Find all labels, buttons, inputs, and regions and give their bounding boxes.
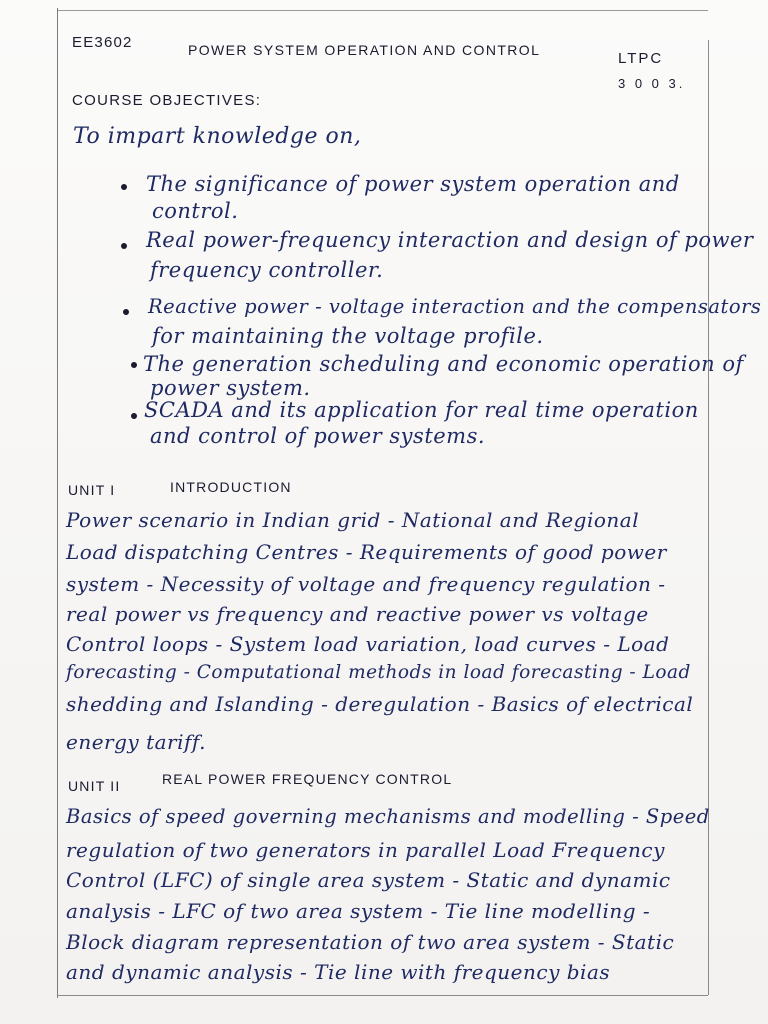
course-objectives-heading: COURSE OBJECTIVES: xyxy=(72,92,262,109)
ltpc-values: 3 0 0 3. xyxy=(618,76,686,91)
unit1-line: Load dispatching Centres - Requirements of good power xyxy=(66,540,667,564)
bullet-icon xyxy=(131,362,137,368)
bullet-icon xyxy=(121,243,127,249)
objective-line: frequency controller. xyxy=(150,258,384,282)
left-margin-line xyxy=(57,8,58,998)
course-code: EE3602 xyxy=(72,34,133,51)
unit1-number: UNIT I xyxy=(68,482,116,498)
bottom-rule-line xyxy=(57,995,708,996)
unit1-line: real power vs frequency and reactive power vs voltage xyxy=(66,602,649,626)
objective-line: control. xyxy=(152,199,239,223)
top-rule-line xyxy=(57,10,708,11)
objective-line: The generation scheduling and economic operation of xyxy=(143,352,744,376)
objectives-intro: To impart knowledge on, xyxy=(73,124,362,149)
bullet-icon xyxy=(121,184,127,190)
unit2-line: Block diagram representation of two area system - Static xyxy=(66,930,675,954)
objective-line: The significance of power system operation and xyxy=(146,172,680,196)
bullet-icon xyxy=(123,309,129,315)
unit1-line: Power scenario in Indian grid - National and Regional xyxy=(66,508,640,532)
right-margin-line xyxy=(708,40,709,995)
ltpc-label: LTPC xyxy=(618,50,664,67)
unit2-number: UNIT II xyxy=(68,778,121,794)
objective-line: SCADA and its application for real time operation xyxy=(144,398,699,422)
objective-line: and control of power systems. xyxy=(150,424,486,448)
unit1-line: system - Necessity of voltage and frequency regulation - xyxy=(66,572,666,596)
unit1-line: Control loops - System load variation, load curves - Load xyxy=(66,632,670,656)
objective-line: Reactive power - voltage interaction and the compensators xyxy=(148,295,762,318)
objective-line: Real power-frequency interaction and design of power xyxy=(146,228,754,252)
unit2-title: REAL POWER FREQUENCY CONTROL xyxy=(162,771,453,787)
bullet-icon xyxy=(131,413,137,419)
course-title: POWER SYSTEM OPERATION AND CONTROL xyxy=(188,42,541,58)
unit2-line: and dynamic analysis - Tie line with frequency bias xyxy=(66,960,611,984)
unit1-line: energy tariff. xyxy=(66,730,206,754)
unit2-line: analysis - LFC of two area system - Tie line modelling - xyxy=(66,899,651,923)
objective-line: for maintaining the voltage profile. xyxy=(152,324,544,348)
objective-line: power system. xyxy=(150,376,311,400)
unit1-line: forecasting - Computational methods in load forecasting - Load xyxy=(66,662,691,683)
unit2-line: regulation of two generators in parallel Load Frequency xyxy=(66,838,665,862)
unit1-line: shedding and Islanding - deregulation - Basics of electrical xyxy=(66,692,694,716)
unit1-title: INTRODUCTION xyxy=(170,479,292,495)
unit2-line: Basics of speed governing mechanisms and modelling - Speed xyxy=(66,805,710,828)
unit2-line: Control (LFC) of single area system - Static and dynamic xyxy=(66,868,671,892)
